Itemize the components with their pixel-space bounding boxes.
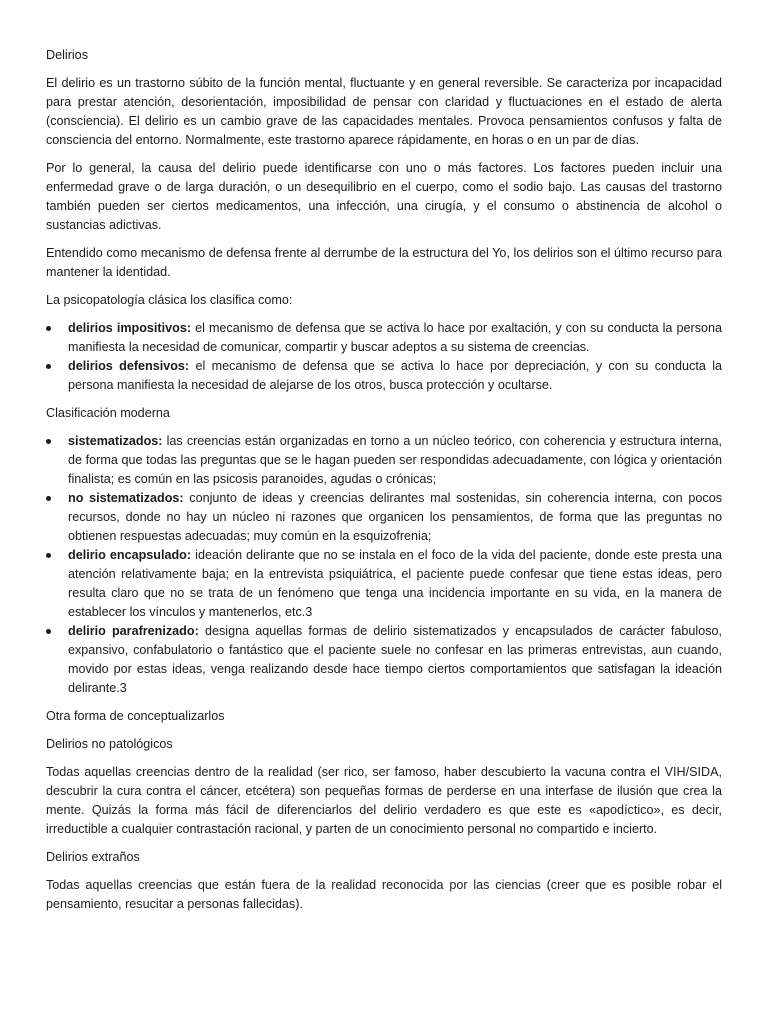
intro-paragraph-3: Entendido como mecanismo de defensa frente al derrumbe de la estructura del Yo, los delirios son el último recurso para mantener la identidad. bbox=[46, 246, 722, 279]
intro-paragraph-2: Por lo general, la causa del delirio puede identificarse con uno o más factores. Los factores pueden incluir una enfermedad grave o de larga duración, o un desequilibrio en el cuerpo, como el sodio bajo. Las causas del trastorno también pueden ser ciertos medicamentos, una infección, una cirugía, y el consumo o abstinencia de alcohol o sustancias adictivas. bbox=[46, 161, 722, 232]
bullet-icon bbox=[46, 629, 51, 634]
item-text: designa aquellas formas de delirio sistematizados y encapsulados de carácter fabuloso, expansivo, confabulatorio o fantástico que el paciente suele no confesar en las primeras entrevistas, aun cuando, movido por estas ideas, venga realizando desde hace tiempo ciertos comportamientos que satisfagan la ideación delirante.3 bbox=[68, 624, 722, 695]
bullet-icon bbox=[46, 553, 51, 558]
bullet-icon bbox=[46, 496, 51, 501]
item-term: delirio parafrenizado: bbox=[68, 624, 199, 638]
list-item bbox=[46, 546, 722, 622]
bullet-icon bbox=[46, 364, 51, 369]
list-item bbox=[46, 357, 722, 395]
strange-delusions-paragraph: Todas aquellas creencias que están fuera de la realidad reconocida por las ciencias (creer que es posible robar el pensamiento, resucitar a personas fallecidas). bbox=[46, 878, 722, 911]
item-text: el mecanismo de defensa que se activa lo hace por exaltación, y con su conducta la persona manifiesta la necesidad de comunicar, compartir y buscar adeptos a su sistema de creencias. bbox=[68, 321, 723, 354]
non-pathological-paragraph: Todas aquellas creencias dentro de la realidad (ser rico, ser famoso, haber descubierto la vacuna contra el VIH/SIDA, descubrir la cura contra el cáncer, etcétera) son pequeñas formas de perderse en una interfase de ilusión que crea la mente. Quizás la forma más fácil de diferenciarlos del delirio verdadero es que este es «apodíctico», es decir, irreductible a cualquier contrastación racional, y parten de un conocimiento personal no compartido e incierto. bbox=[46, 765, 722, 836]
other-conceptualization-heading: Otra forma de conceptualizarlos bbox=[46, 709, 225, 723]
classic-classification-intro: La psicopatología clásica los clasifica como: bbox=[46, 293, 293, 307]
list-item bbox=[46, 489, 722, 546]
bullet-icon bbox=[46, 439, 51, 444]
modern-classification-list bbox=[46, 432, 722, 698]
item-term: sistematizados: bbox=[68, 434, 163, 448]
item-term: delirio encapsulado: bbox=[68, 548, 192, 562]
list-item bbox=[46, 432, 722, 489]
modern-classification-heading: Clasificación moderna bbox=[46, 406, 170, 420]
item-term: no sistematizados: bbox=[68, 491, 184, 505]
item-term: delirios impositivos: bbox=[68, 321, 192, 335]
item-text: el mecanismo de defensa que se activa lo hace por depreciación, y con su conducta la persona manifiesta la necesidad de alejarse de los otros, busca protección y ocultarse. bbox=[68, 359, 722, 392]
bullet-icon bbox=[46, 326, 51, 331]
item-text: ideación delirante que no se instala en el foco de la vida del paciente, donde este presta una atención relativamente baja; en la entrevista psiquiátrica, el paciente puede confesar que tiene estas ideas, pero resulta claro que no se trata de un fenómeno que tenga una incidencia importante en su vida, en la manera de establecer los vínculos y mantenerlos, etc.3 bbox=[68, 548, 722, 619]
item-text: conjunto de ideas y creencias delirantes mal sostenidas, sin coherencia interna, con pocos recursos, donde no hay un núcleo ni razones que organicen los pensamientos, de forma que las preguntas no obtienen respuestas adecuadas; muy común en la esquizofrenia; bbox=[68, 491, 722, 543]
list-item bbox=[46, 622, 722, 698]
document-title: Delirios bbox=[46, 48, 88, 62]
item-term: delirios defensivos: bbox=[68, 359, 190, 373]
non-pathological-heading: Delirios no patológicos bbox=[46, 737, 173, 751]
item-text: las creencias están organizadas en torno a un núcleo teórico, con coherencia y estructura interna, de forma que todas las preguntas que se le hagan pueden ser respondidas adecuadamente, con lógica y orientación finalista; es común en las psicosis paranoides, agudas o crónicas; bbox=[68, 434, 722, 486]
list-item bbox=[46, 319, 722, 357]
strange-delusions-heading: Delirios extraños bbox=[46, 850, 140, 864]
intro-paragraph-1: El delirio es un trastorno súbito de la función mental, fluctuante y en general reversible. Se caracteriza por incapacidad para prestar atención, desorientación, imposibilidad de pensar con claridad y fluctuaciones en el estado de alerta (consciencia). El delirio es un cambio grave de las capacidades mentales. Provoca pensamientos confusos y falta de consciencia del entorno. Normalmente, este trastorno aparece rápidamente, en horas o en un par de días. bbox=[46, 76, 722, 147]
classic-classification-list bbox=[46, 319, 722, 395]
